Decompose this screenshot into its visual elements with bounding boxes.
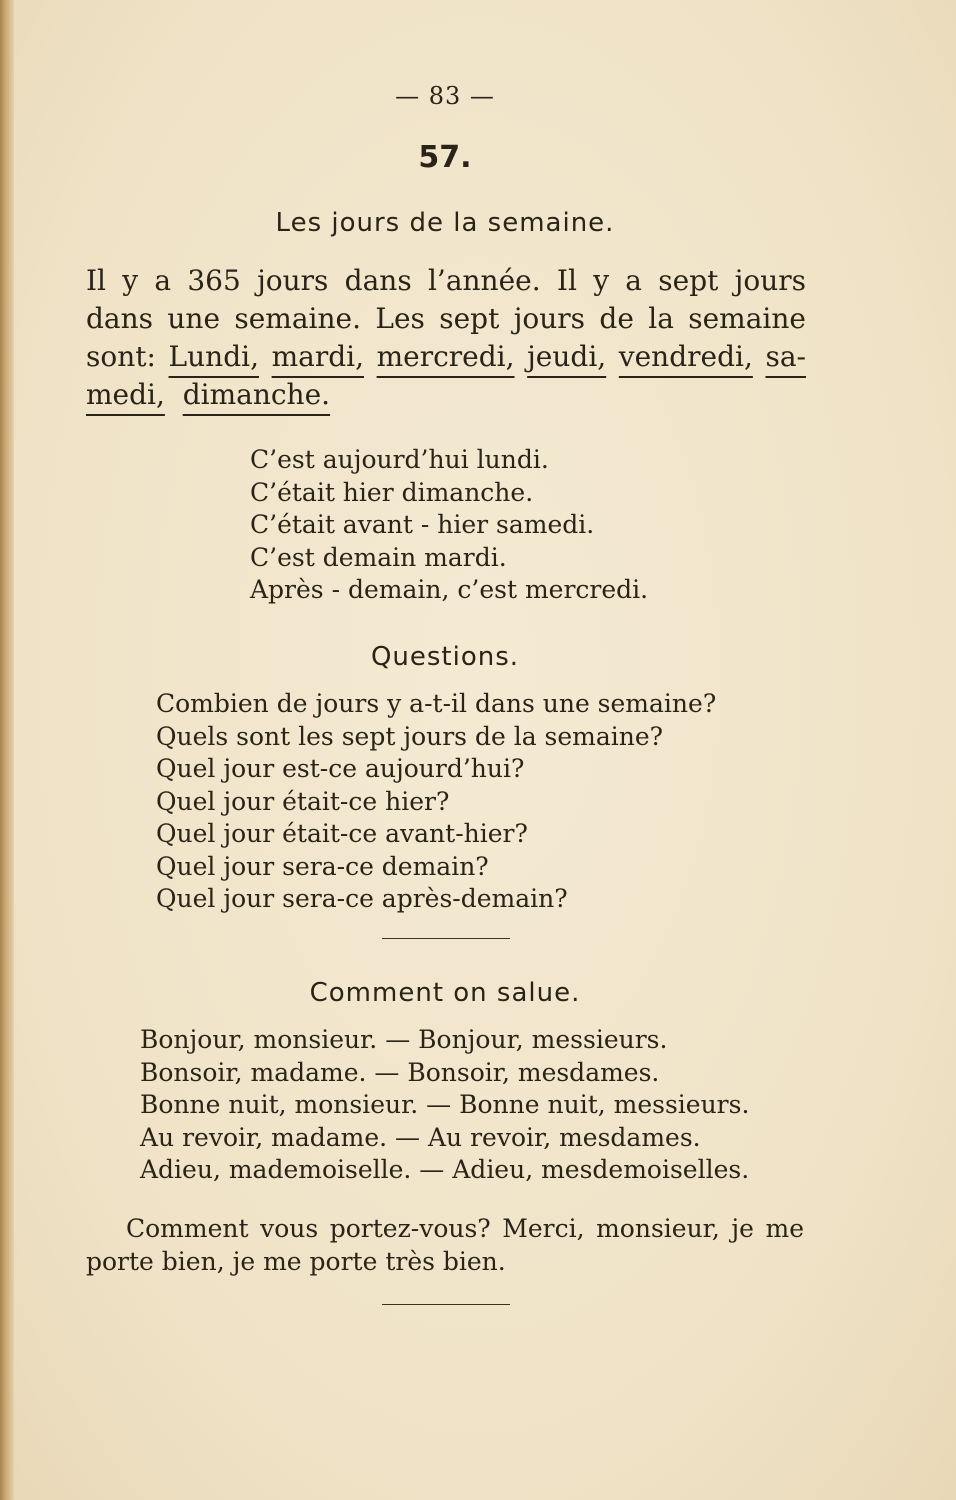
- closing-paragraph: [86, 1212, 804, 1278]
- question: Quel jour sera-ce demain?: [156, 851, 489, 881]
- section-divider: [382, 938, 510, 939]
- day-name: sa-: [765, 340, 807, 373]
- page-number: — 83 —: [395, 82, 495, 110]
- day-name: vendredi,: [618, 340, 753, 373]
- greeting: Bonjour, monsieur. — Bonjour, messieurs.: [140, 1025, 668, 1054]
- sentence: Après - demain, c’est mercredi.: [250, 575, 649, 604]
- greeting: Au revoir, madame. — Au revoir, mesdames.: [140, 1122, 701, 1152]
- sentence: C’est demain mardi.: [250, 542, 507, 572]
- day-name: jeudi,: [527, 340, 607, 373]
- greeting: Bonsoir, madame. — Bonsoir, mesdames.: [140, 1057, 660, 1087]
- paragraph-line-days: [86, 376, 806, 414]
- section-title-questions: Questions.: [370, 642, 520, 672]
- greeting-list: [140, 1024, 749, 1187]
- question: Quels sont les sept jours de la semaine?: [156, 721, 664, 751]
- question: Quel jour était-ce hier?: [156, 786, 450, 816]
- sentence: C’est aujourd’hui lundi.: [250, 445, 549, 474]
- day-name: dimanche.: [182, 378, 331, 411]
- paragraph-line-days: [86, 338, 806, 376]
- question: Combien de jours y a-t-il dans une semaine?: [156, 689, 717, 718]
- day-name: mardi,: [271, 340, 365, 373]
- closing-line: porte bien, je me porte très bien.: [86, 1247, 506, 1276]
- question: Quel jour sera-ce après-demain?: [156, 884, 568, 913]
- section-title-days: Les jours de la semaine.: [275, 208, 615, 238]
- section-title-greetings: Comment on salue.: [309, 978, 581, 1008]
- greeting: Adieu, mademoiselle. — Adieu, mesdemoiselles.: [140, 1155, 750, 1184]
- day-name: mercredi,: [376, 340, 515, 373]
- paragraph-line: Il y a 365 jours dans l’année. Il y a sept jours: [86, 264, 806, 297]
- question: Quel jour était-ce avant-hier?: [156, 819, 528, 848]
- paragraph-text: sont:: [86, 340, 156, 373]
- question: Quel jour est-ce aujourd’hui?: [156, 754, 525, 783]
- day-name: Lundi,: [168, 340, 259, 373]
- sentence-list: [250, 444, 648, 607]
- lesson-number: 57.: [418, 140, 472, 175]
- sentence: C’était hier dimanche.: [250, 477, 534, 507]
- intro-paragraph: [86, 262, 806, 414]
- sentence: C’était avant - hier samedi.: [250, 510, 595, 539]
- section-divider: [382, 1304, 510, 1305]
- paragraph-line: dans une semaine. Les sept jours de la semaine: [86, 302, 806, 335]
- closing-line: Comment vous portez-vous? Merci, monsieur, je me: [126, 1214, 804, 1243]
- greeting: Bonne nuit, monsieur. — Bonne nuit, messieurs.: [140, 1090, 750, 1119]
- question-list: [156, 688, 716, 916]
- day-name: medi,: [86, 378, 165, 411]
